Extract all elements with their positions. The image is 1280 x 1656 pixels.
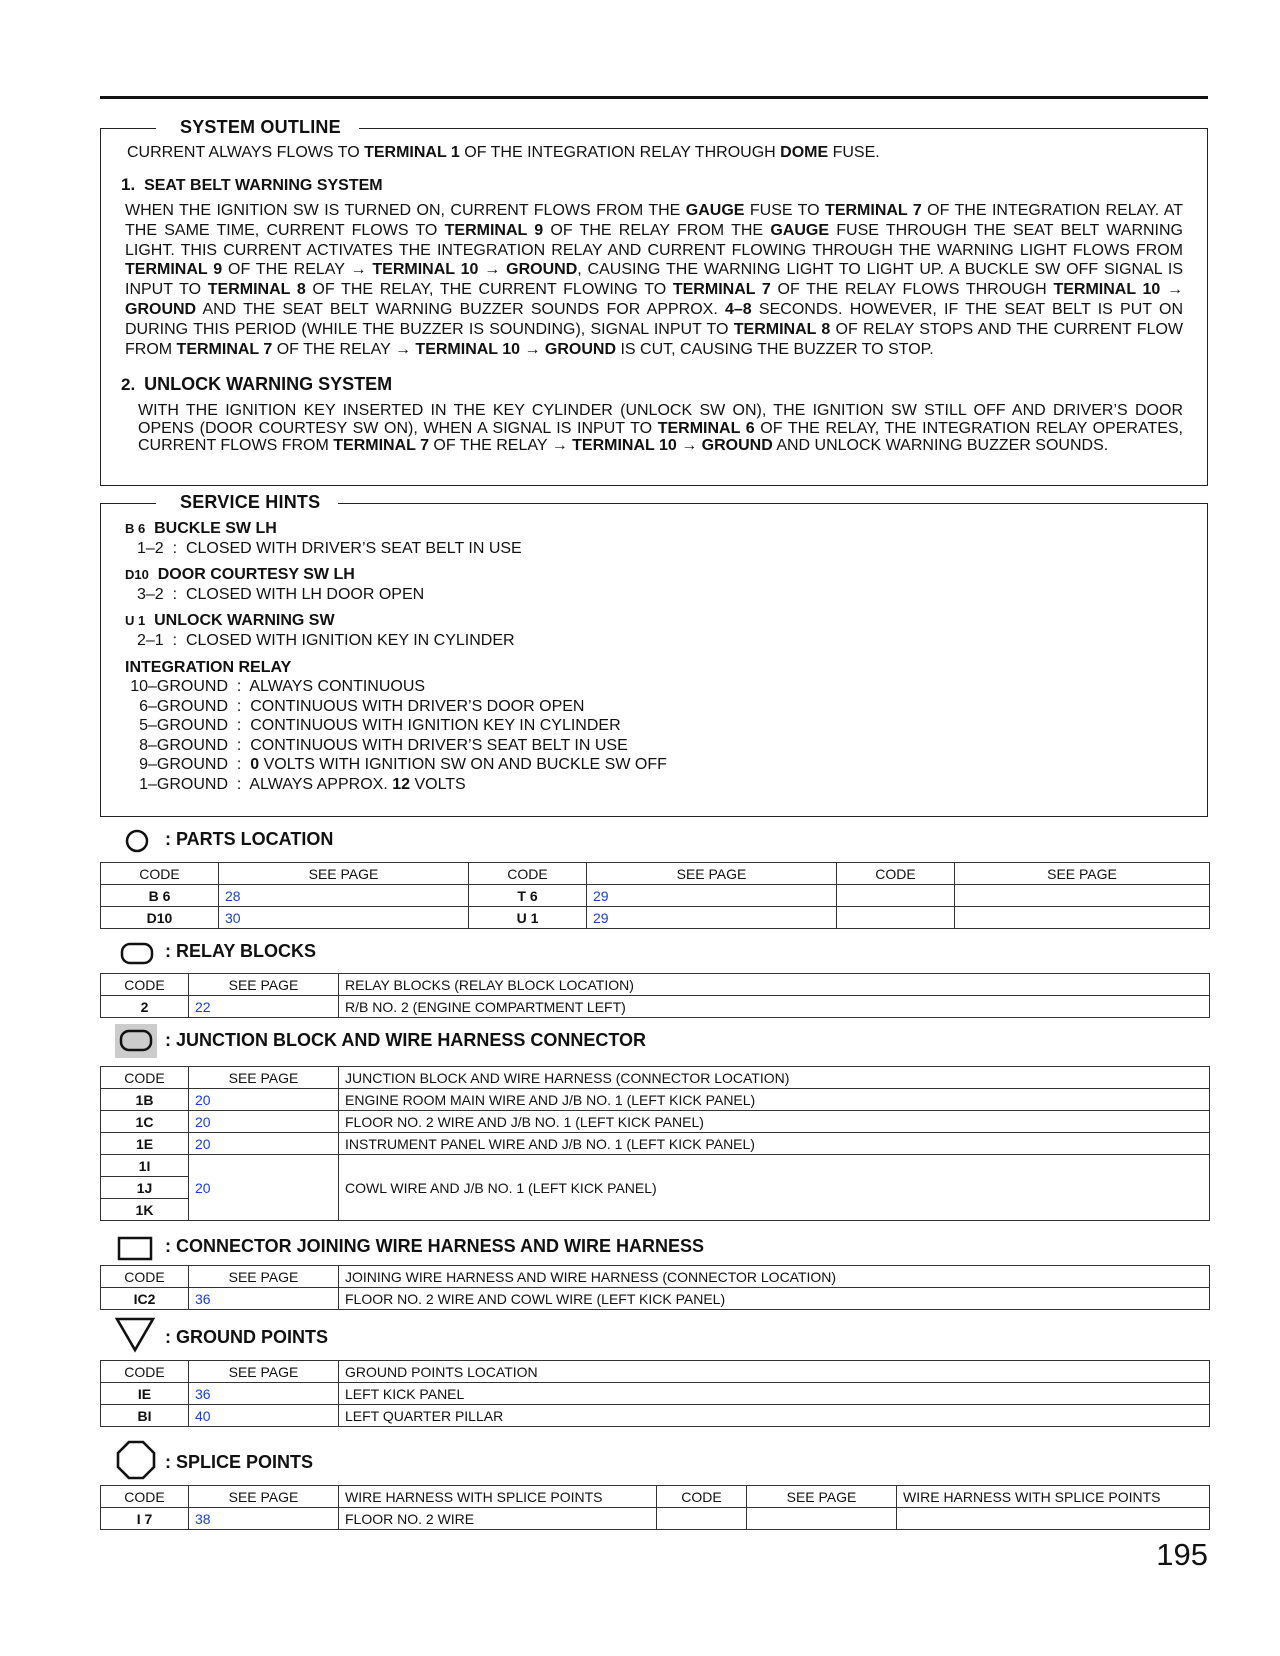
relay-terminal: 1–GROUND bbox=[139, 776, 228, 793]
parts-header-row bbox=[101, 863, 1210, 885]
location-cell: FLOOR NO. 2 WIRE bbox=[339, 1508, 657, 1530]
joining-header-code: CODE bbox=[101, 1266, 189, 1288]
see-page-link[interactable]: 20 bbox=[189, 1133, 339, 1155]
code-cell bbox=[837, 907, 955, 929]
hint-u1-code: U 1 bbox=[125, 613, 146, 628]
see-page-link[interactable]: 36 bbox=[189, 1383, 339, 1405]
hint-d10-line: 3–2 : CLOSED WITH LH DOOR OPEN bbox=[137, 586, 425, 603]
code-cell: 1J bbox=[101, 1177, 189, 1199]
parts-header-code: CODE bbox=[469, 863, 587, 885]
parts-location-heading bbox=[115, 824, 333, 854]
ground-heading bbox=[115, 1319, 328, 1355]
see-page-link[interactable]: 29 bbox=[587, 907, 837, 929]
code-cell: U 1 bbox=[469, 907, 587, 929]
splice-header-code: CODE bbox=[657, 1486, 747, 1508]
splice-header-row bbox=[101, 1486, 1210, 1508]
joining-header-row bbox=[101, 1266, 1210, 1288]
see-page-link[interactable]: 22 bbox=[189, 996, 339, 1018]
relay-continuity-line bbox=[101, 737, 628, 755]
relay-continuity-line bbox=[101, 698, 584, 716]
joining-title: : CONNECTOR JOINING WIRE HARNESS AND WIRE HARNESS bbox=[165, 1235, 705, 1256]
splice-header-page: SEE PAGE bbox=[189, 1486, 339, 1508]
section-1-text: WHEN THE IGNITION SW IS TURNED ON, CURRENT FLOWS FROM THE GAUGE FUSE TO TERMINAL 7 OF THE INTEGRATION RELAY. AT THE SAME TIME, CURRENT FLOWS TO TERMINAL 9 OF THE RELAY FROM THE GAUGE FUSE THROUGH THE SEAT BELT WARNING LIGHT. THIS CURRENT ACTIVATES THE INTEGRATION RELAY AND CURRENT FLOWING THROUGH THE WARNING LIGHT FLOWS FROM TERMINAL 9 OF THE RELAY → TERMINAL 10 → GROUND, CAUSING THE WARNING LIGHT TO LIGHT UP. A BUCKLE SW OFF SIGNAL IS INPUT TO TERMINAL 8 OF THE RELAY, THE CURRENT FLOWING TO TERMINAL 7 OF THE RELAY FLOWS THROUGH TERMINAL 10 → GROUND AND THE SEAT BELT WARNING BUZZER SOUNDS FOR APPROX. 4–8 SECONDS. HOWEVER, IF THE SEAT BELT IS PUT ON DURING THIS PERIOD (WHILE THE BUZZER IS SOUNDING), SIGNAL INPUT TO TERMINAL 8 OF RELAY STOPS AND THE CURRENT FLOW FROM TERMINAL 7 OF THE RELAY → TERMINAL 10 → GROUND IS CUT, CAUSING THE BUZZER TO STOP. bbox=[125, 202, 1184, 358]
see-page-link[interactable]: 20 bbox=[189, 1111, 339, 1133]
ground-table bbox=[100, 1360, 1210, 1427]
table-row bbox=[101, 1133, 1210, 1155]
code-cell: B 6 bbox=[101, 885, 219, 907]
hint-b6-heading bbox=[125, 520, 277, 538]
outline-intro: CURRENT ALWAYS FLOWS TO TERMINAL 1 OF THE INTEGRATION RELAY THROUGH DOME FUSE. bbox=[127, 144, 880, 161]
code-cell: 2 bbox=[101, 996, 189, 1018]
hint-u1-heading bbox=[125, 612, 335, 630]
triangle-down-icon bbox=[115, 1319, 165, 1355]
separator: : bbox=[228, 697, 251, 715]
relay-terminal: 10–GROUND bbox=[130, 678, 228, 695]
joining-body bbox=[101, 1288, 1210, 1310]
parts-body bbox=[101, 885, 1210, 929]
junction-header-page: SEE PAGE bbox=[189, 1067, 339, 1089]
junction-table bbox=[100, 1066, 1210, 1221]
section-2-heading bbox=[121, 374, 392, 396]
location-cell: R/B NO. 2 (ENGINE COMPARTMENT LEFT) bbox=[339, 996, 1210, 1018]
joining-header-location: JOINING WIRE HARNESS AND WIRE HARNESS (CONNECTOR LOCATION) bbox=[339, 1266, 1210, 1288]
hint-b6-code: B 6 bbox=[125, 521, 146, 536]
junction-heading bbox=[115, 1025, 646, 1055]
ground-header-page: SEE PAGE bbox=[189, 1361, 339, 1383]
relay-body bbox=[101, 996, 1210, 1018]
joining-heading bbox=[115, 1231, 704, 1261]
code-cell: I 7 bbox=[101, 1508, 189, 1530]
relay-condition: ALWAYS CONTINUOUS bbox=[249, 678, 426, 695]
relay-terminal: 6–GROUND bbox=[139, 697, 228, 715]
junction-header-row bbox=[101, 1067, 1210, 1089]
see-page-link[interactable]: 28 bbox=[219, 885, 469, 907]
see-page-link bbox=[955, 907, 1210, 929]
relay-terminal: 5–GROUND bbox=[139, 717, 228, 735]
ground-header-location: GROUND POINTS LOCATION bbox=[339, 1361, 1210, 1383]
code-cell bbox=[657, 1508, 747, 1530]
table-row bbox=[101, 907, 1210, 929]
location-cell: LEFT QUARTER PILLAR bbox=[339, 1405, 1210, 1427]
section-1-heading bbox=[121, 175, 383, 196]
splice-header-harness: WIRE HARNESS WITH SPLICE POINTS bbox=[339, 1486, 657, 1508]
code-cell: 1I bbox=[101, 1155, 189, 1177]
splice-heading bbox=[115, 1442, 313, 1482]
ground-header-row bbox=[101, 1361, 1210, 1383]
code-cell: T 6 bbox=[469, 885, 587, 907]
joining-table bbox=[100, 1265, 1210, 1310]
section-1-title: SEAT BELT WARNING SYSTEM bbox=[144, 177, 383, 194]
hint-relay-heading: INTEGRATION RELAY bbox=[125, 659, 292, 676]
see-page-link[interactable]: 30 bbox=[219, 907, 469, 929]
relay-continuity-line bbox=[101, 678, 425, 696]
see-page-link[interactable]: 36 bbox=[189, 1288, 339, 1310]
octagon-icon bbox=[115, 1442, 165, 1482]
code-cell: 1C bbox=[101, 1111, 189, 1133]
relay-condition: CONTINUOUS WITH IGNITION KEY IN CYLINDER bbox=[250, 717, 621, 735]
hint-u1-condition: CLOSED WITH IGNITION KEY IN CYLINDER bbox=[185, 632, 515, 649]
splice-body bbox=[101, 1508, 1210, 1530]
top-rule bbox=[100, 96, 1208, 99]
service-hints-title: SERVICE HINTS bbox=[156, 490, 338, 514]
table-row bbox=[101, 1111, 1210, 1133]
splice-header-harness: WIRE HARNESS WITH SPLICE POINTS bbox=[897, 1486, 1210, 1508]
separator: : bbox=[228, 756, 251, 774]
code-cell: IC2 bbox=[101, 1288, 189, 1310]
location-cell: INSTRUMENT PANEL WIRE AND J/B NO. 1 (LEFT KICK PANEL) bbox=[339, 1133, 1210, 1155]
junction-header-code: CODE bbox=[101, 1067, 189, 1089]
circle-icon bbox=[115, 824, 165, 854]
separator: : bbox=[228, 678, 250, 695]
code-cell bbox=[837, 885, 955, 907]
relay-condition: CONTINUOUS WITH DRIVER’S DOOR OPEN bbox=[250, 697, 585, 715]
hint-u1-line: 2–1 : CLOSED WITH IGNITION KEY IN CYLINDER bbox=[137, 632, 515, 649]
hint-d10-name: DOOR COURTESY SW LH bbox=[157, 566, 355, 583]
hint-d10-condition: CLOSED WITH LH DOOR OPEN bbox=[185, 586, 425, 603]
table-row bbox=[101, 1155, 1210, 1177]
junction-title: : JUNCTION BLOCK AND WIRE HARNESS CONNECTOR bbox=[165, 1029, 647, 1050]
location-cell: FLOOR NO. 2 WIRE AND COWL WIRE (LEFT KICK PANEL) bbox=[339, 1288, 1210, 1310]
splice-table bbox=[100, 1485, 1210, 1530]
splice-header-code: CODE bbox=[101, 1486, 189, 1508]
parts-location-title: : PARTS LOCATION bbox=[165, 828, 334, 849]
table-row bbox=[101, 885, 1210, 907]
relay-header-code: CODE bbox=[101, 974, 189, 996]
parts-location-table bbox=[100, 862, 1210, 929]
location-cell: LEFT KICK PANEL bbox=[339, 1383, 1210, 1405]
see-page-link[interactable]: 20 bbox=[189, 1089, 339, 1111]
table-row bbox=[101, 1089, 1210, 1111]
relay-blocks-title: : RELAY BLOCKS bbox=[165, 940, 317, 961]
separator: : bbox=[228, 717, 251, 735]
square-icon bbox=[115, 1231, 165, 1261]
hint-u1-terminals: 2–1 bbox=[137, 632, 164, 649]
parts-header-code: CODE bbox=[837, 863, 955, 885]
relay-condition: CONTINUOUS WITH DRIVER’S SEAT BELT IN USE bbox=[250, 736, 628, 754]
hint-b6-terminals: 1–2 bbox=[137, 540, 164, 557]
relay-condition: 0 VOLTS WITH IGNITION SW ON AND BUCKLE SW OFF bbox=[250, 756, 667, 774]
code-cell: IE bbox=[101, 1383, 189, 1405]
see-page-link bbox=[955, 885, 1210, 907]
hint-d10-heading bbox=[125, 566, 355, 584]
joining-header-page: SEE PAGE bbox=[189, 1266, 339, 1288]
hint-d10-code: D10 bbox=[125, 567, 149, 582]
hint-b6-name: BUCKLE SW LH bbox=[154, 520, 277, 537]
section-2-text: WITH THE IGNITION KEY INSERTED IN THE KEY CYLINDER (UNLOCK SW ON), THE IGNITION SW STILL OFF AND DRIVER’S DOOR OPENS (DOOR COURTESY SW ON), WHEN A SIGNAL IS INPUT TO TERMINAL 6 OF THE RELAY, THE INTEGRATION RELAY OPERATES, CURRENT FLOWS FROM TERMINAL 7 OF THE RELAY → TERMINAL 10 → GROUND AND UNLOCK WARNING BUZZER SOUNDS. bbox=[138, 402, 1183, 454]
code-cell: BI bbox=[101, 1405, 189, 1427]
see-page-link[interactable]: 38 bbox=[189, 1508, 339, 1530]
relay-header-location: RELAY BLOCKS (RELAY BLOCK LOCATION) bbox=[339, 974, 1210, 996]
table-row bbox=[101, 1288, 1210, 1310]
hint-b6-line: 1–2 : CLOSED WITH DRIVER’S SEAT BELT IN USE bbox=[137, 540, 522, 557]
system-outline-title: SYSTEM OUTLINE bbox=[156, 115, 359, 139]
hint-u1-name: UNLOCK WARNING SW bbox=[154, 612, 335, 629]
splice-header-page: SEE PAGE bbox=[747, 1486, 897, 1508]
parts-header-page: SEE PAGE bbox=[587, 863, 837, 885]
relay-continuity-line bbox=[101, 717, 621, 735]
see-page-link[interactable]: 20 bbox=[189, 1155, 339, 1221]
code-cell: 1K bbox=[101, 1199, 189, 1221]
location-cell: COWL WIRE AND J/B NO. 1 (LEFT KICK PANEL) bbox=[339, 1155, 1210, 1221]
junction-body bbox=[101, 1089, 1210, 1221]
parts-header-code: CODE bbox=[101, 863, 219, 885]
hint-b6-condition: CLOSED WITH DRIVER’S SEAT BELT IN USE bbox=[185, 540, 522, 557]
location-cell: FLOOR NO. 2 WIRE AND J/B NO. 1 (LEFT KICK PANEL) bbox=[339, 1111, 1210, 1133]
relay-terminal: 8–GROUND bbox=[139, 736, 228, 754]
splice-title: : SPLICE POINTS bbox=[165, 1451, 314, 1472]
section-2-title: UNLOCK WARNING SYSTEM bbox=[144, 374, 393, 394]
relay-header-row bbox=[101, 974, 1210, 996]
ground-title: : GROUND POINTS bbox=[165, 1326, 329, 1347]
relay-blocks-table bbox=[100, 973, 1210, 1018]
relay-header-page: SEE PAGE bbox=[189, 974, 339, 996]
separator: : bbox=[228, 736, 251, 754]
parts-header-page: SEE PAGE bbox=[955, 863, 1210, 885]
parts-header-page: SEE PAGE bbox=[219, 863, 469, 885]
table-row bbox=[101, 1508, 1210, 1530]
ground-body bbox=[101, 1383, 1210, 1427]
junction-header-location: JUNCTION BLOCK AND WIRE HARNESS (CONNECTOR LOCATION) bbox=[339, 1067, 1210, 1089]
table-row bbox=[101, 1405, 1210, 1427]
relay-continuity-line bbox=[101, 776, 466, 794]
location-cell bbox=[897, 1508, 1210, 1530]
table-row bbox=[101, 1383, 1210, 1405]
service-hints-box bbox=[100, 492, 1208, 817]
relay-blocks-heading bbox=[115, 936, 316, 966]
section-2-number: 2. bbox=[121, 375, 136, 394]
see-page-link[interactable]: 29 bbox=[587, 885, 837, 907]
separator: : bbox=[228, 776, 250, 793]
see-page-link[interactable]: 40 bbox=[189, 1405, 339, 1427]
relay-condition: ALWAYS APPROX. 12 VOLTS bbox=[249, 776, 466, 793]
code-cell: 1E bbox=[101, 1133, 189, 1155]
section-1-number: 1. bbox=[121, 175, 136, 194]
see-page-link bbox=[747, 1508, 897, 1530]
system-outline-box bbox=[100, 117, 1208, 486]
relay-continuity-line bbox=[101, 756, 667, 774]
location-cell: ENGINE ROOM MAIN WIRE AND J/B NO. 1 (LEFT KICK PANEL) bbox=[339, 1089, 1210, 1111]
relay-terminal: 9–GROUND bbox=[139, 756, 228, 774]
ground-header-code: CODE bbox=[101, 1361, 189, 1383]
hint-d10-terminals: 3–2 bbox=[137, 586, 164, 603]
table-row bbox=[101, 996, 1210, 1018]
code-cell: 1B bbox=[101, 1089, 189, 1111]
shaded-rounded-rect-icon bbox=[115, 1025, 165, 1055]
code-cell: D10 bbox=[101, 907, 219, 929]
rounded-rect-icon bbox=[115, 936, 165, 966]
page-number: 195 bbox=[1156, 1537, 1208, 1572]
